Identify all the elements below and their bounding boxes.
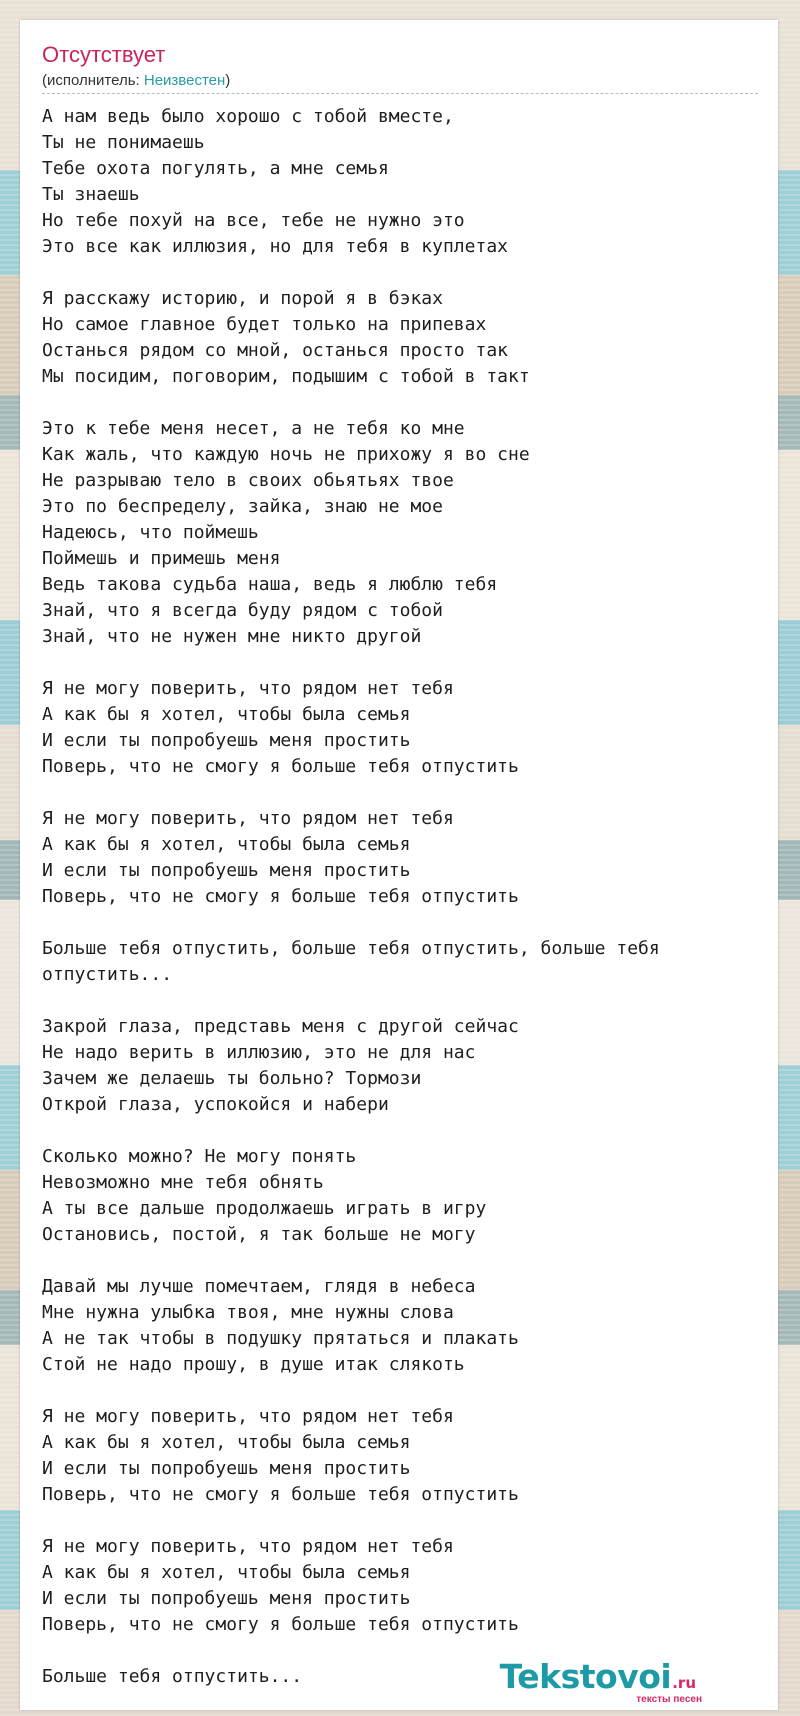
artist-line [42,72,230,90]
logo-name: Tekstovoi [499,1657,672,1696]
title-divider [42,93,758,94]
artist-link[interactable]: Неизвестен [143,72,226,89]
song-title: Отсутствует [42,42,166,67]
artist-prefix: (исполнитель: [42,72,144,89]
lyrics-card [20,20,778,1710]
logo-tld: .ru [672,1674,696,1692]
lyrics-text: А нам ведь было хорошо с тобой вместе, Ты не понимаешь Тебе охота погулять, а мне семья Ты знаешь Но тебе похуй на все, тебе не нужно это Это все как иллюзия, но для тебя в куплетах Я расскажу историю, и порой я в бэках Но самое главное будет только на припевах Останься рядом со мной, останься просто так Мы посидим, поговорим, подышим с тобой в такт Это к тебе меня несет, а не тебя ко мне Как жаль, что каждую ночь не прихожу я во сне Не разрываю тело в своих обьятьях твое Это по беспределу, зайка, знаю не мое Надеюсь, что поймешь Поймешь и примешь меня Ведь такова судьба наша, ведь я люблю тебя Знай, что я всегда буду рядом с тобой Знай, что не нужен мне никто другой Я не могу поверить, что рядом нет тебя А как бы я хотел, чтобы была семья И если ты попробуешь меня простить Поверь, что не смогу я больше тебя отпустить Я не могу поверить, что рядом нет тебя А как бы я хотел, чтобы была семья И если ты попробуешь меня простить Поверь, что не смогу я больше тебя отпустить Больше тебя отпустить, больше тебя отпустить, больше тебя отпустить... Закрой глаза, представь меня с другой сейчас Не надо верить в иллюзию, это не для нас Зачем же делаешь ты больно? Тормози Открой глаза, успокойся и набери Сколько можно? Не могу понять Невозможно мне тебя обнять А ты все дальше продолжаешь играть в игру Остановись, постой, я так больше не могу Давай мы лучше помечтаем, глядя в небеса Мне нужна улыбка твоя, мне нужны слова А не так чтобы в подушку прятаться и плакать Стой не надо прошу, в душе итак слякоть Я не могу поверить, что рядом нет тебя А как бы я хотел, чтобы была семья И если ты попробуешь меня простить Поверь, что не смогу я больше тебя отпустить Я не могу поверить, что рядом нет тебя А как бы я хотел, чтобы была семья И если ты попробуешь меня простить Поверь, что не смогу я больше тебя отпустить Больше тебя отпустить... [42,106,660,1687]
artist-suffix: ) [225,72,231,89]
logo-tagline: тексты песен [636,1694,702,1705]
site-logo[interactable] [499,1657,702,1705]
